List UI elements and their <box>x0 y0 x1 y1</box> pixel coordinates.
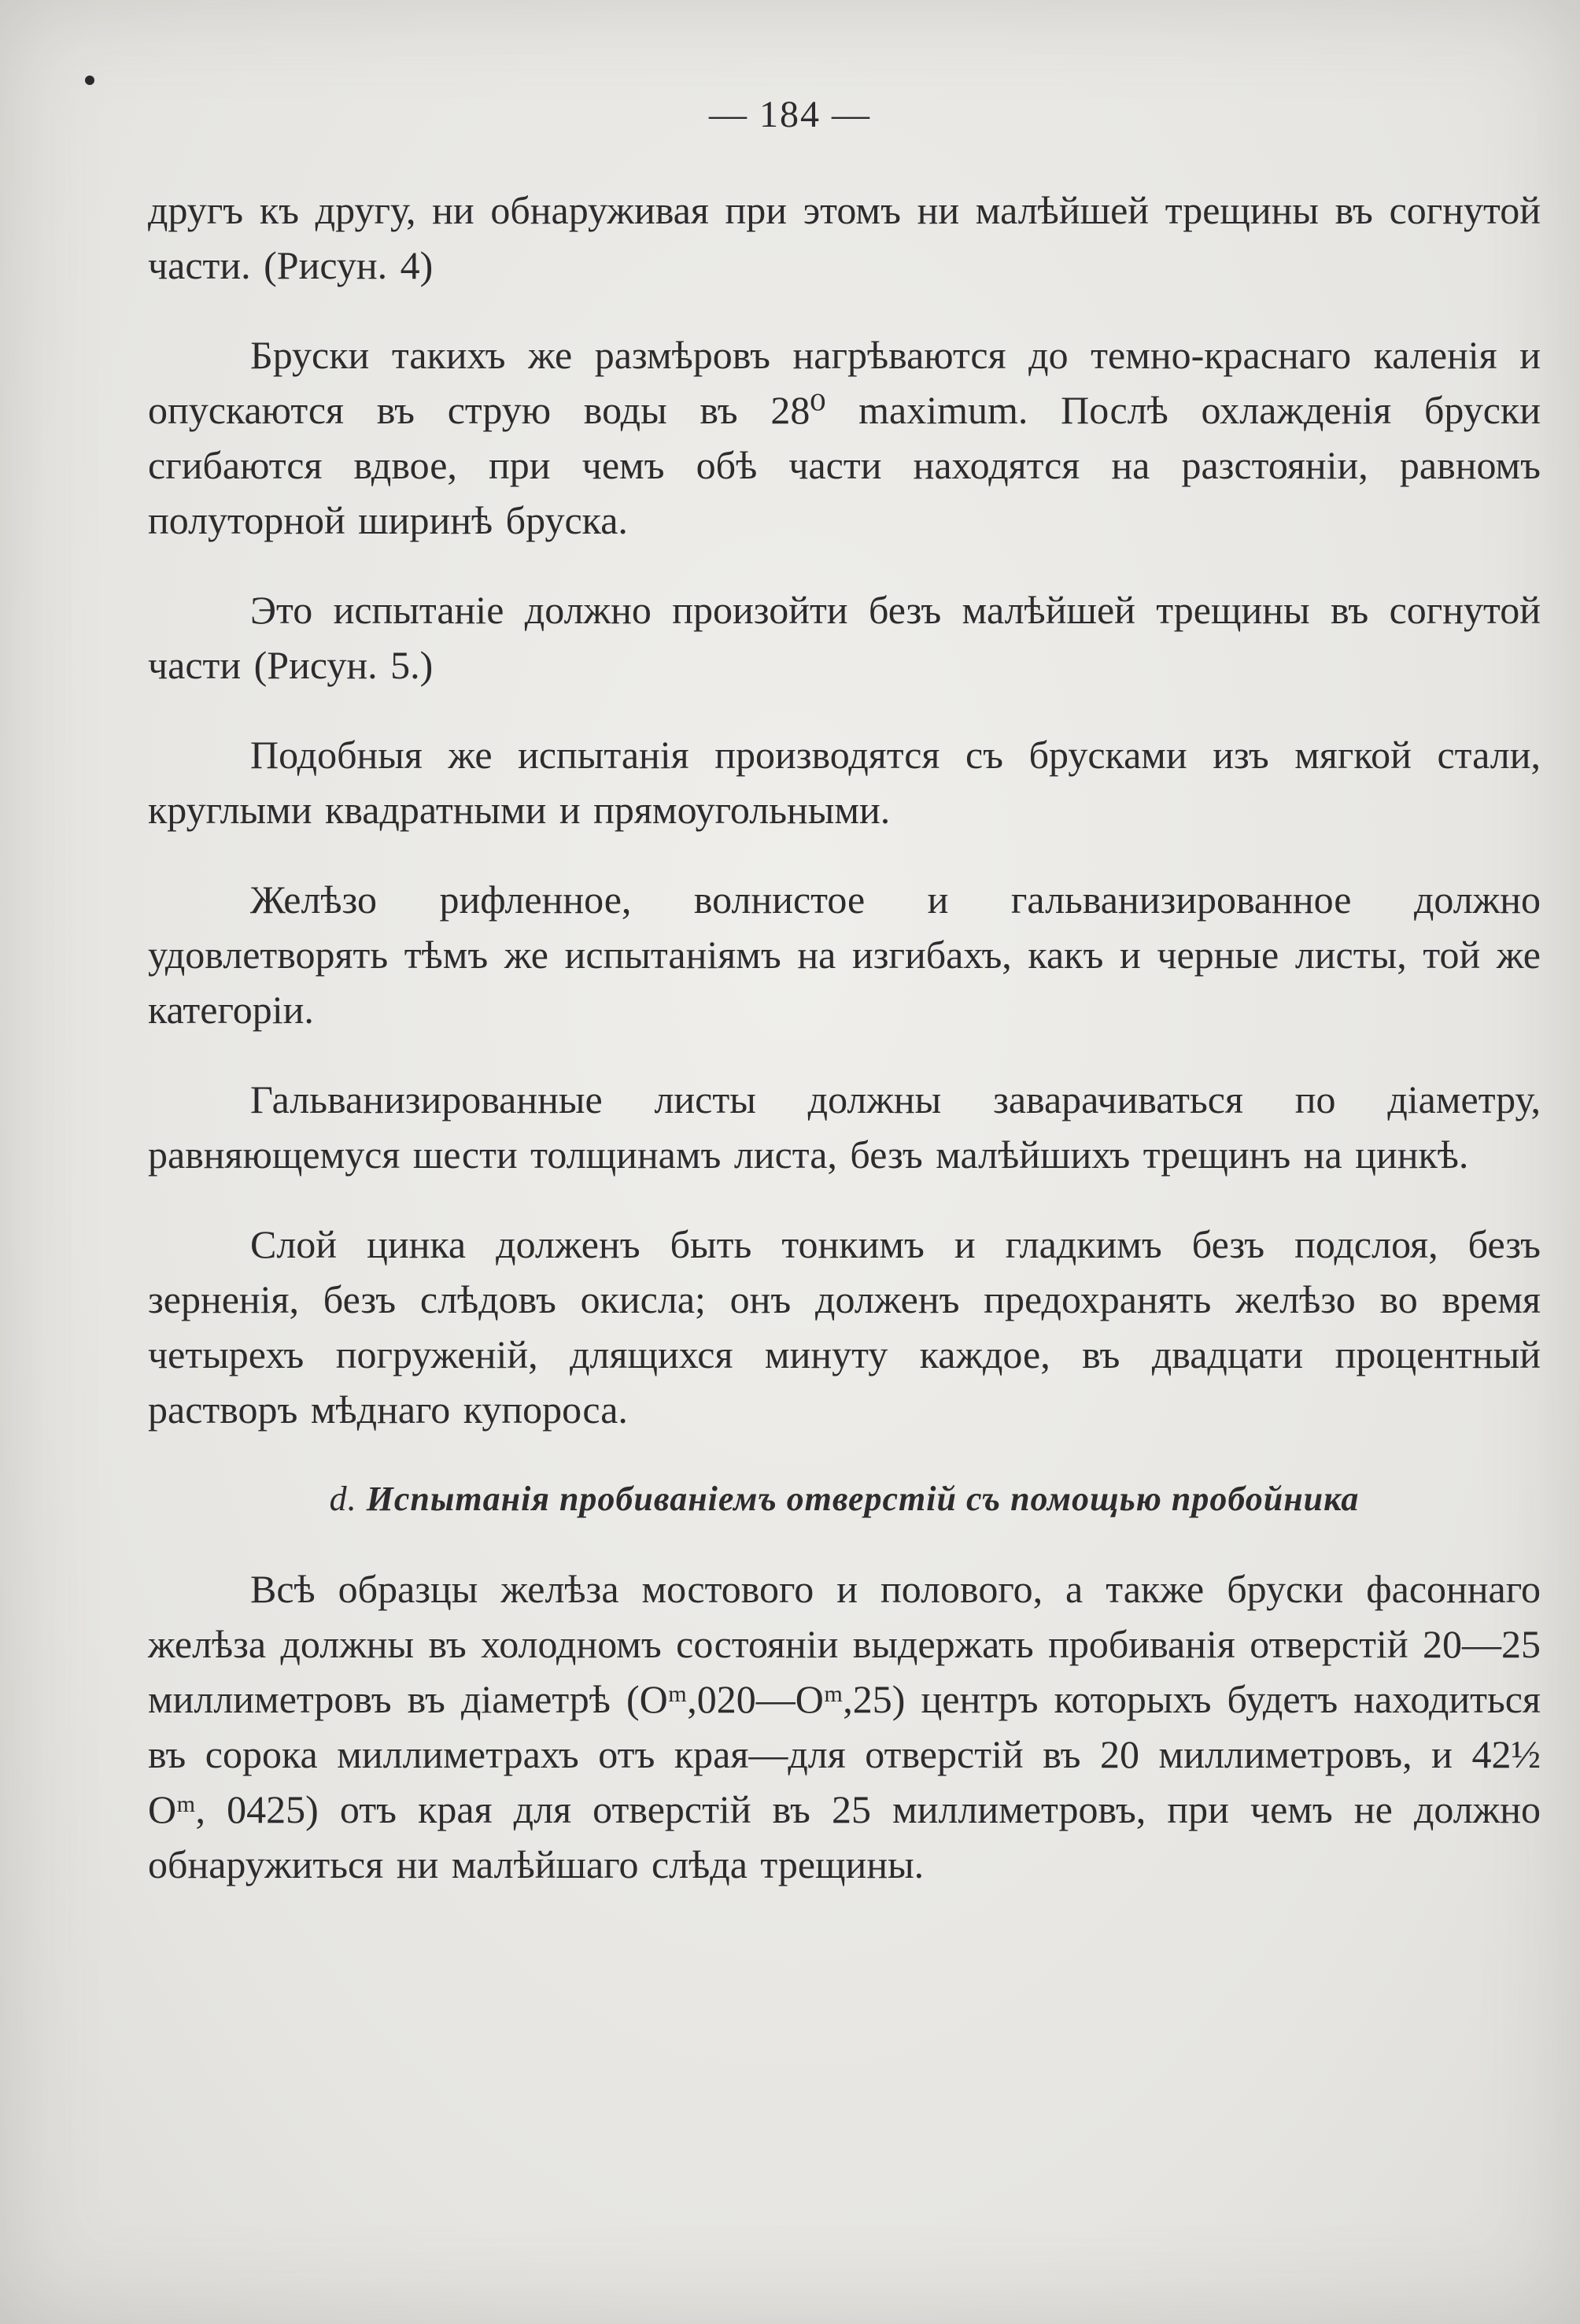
paragraph-galvanized-sheets: Гальванизированные листы должны заварачиваться по діаметру, равняющемуся шести толщинамъ листа, безъ малѣйшихъ трещинъ на цинкѣ. <box>148 1077 1541 1177</box>
paragraph-punching-test: Всѣ образцы желѣза мостового и полового, а также бруски фасоннаго желѣза должны въ холодномъ состояніи выдержать пробиванія отверстій 20—25 миллиметровъ въ діаметрѣ (Oᵐ,020—Oᵐ,25) центръ которыхъ будетъ находиться въ сорока миллиметрахъ отъ края—для отверстій въ 20 миллиметровъ, и 42½ Oᵐ, 0425) отъ края для отверстій въ 25 миллиметровъ, при чемъ не должно обнаружиться ни малѣйшаго слѣда трещины. <box>148 1567 1541 1886</box>
ink-dot <box>85 76 94 85</box>
page-number: — 184 — <box>709 94 871 135</box>
page-body <box>148 183 1541 1892</box>
section-letter: d. <box>329 1480 357 1518</box>
section-title: Испытанія пробиваніемъ отверстій съ помощью пробойника <box>366 1480 1360 1518</box>
paragraph-test-result: Это испытаніе должно произойти безъ малѣйшей трещины въ согнутой части (Рисун. 5.) <box>148 588 1541 687</box>
paragraph-bars-heating: Бруски такихъ же размѣровъ нагрѣваются до темно-краснаго каленія и опускаются въ струю воды въ 28⁰ maximum. Послѣ охлажденія бруски сгибаются вдвое, при чемъ обѣ части находятся на разстояніи, равномъ полуторной ширинѣ бруска. <box>148 333 1541 542</box>
paragraph-zinc-layer: Слой цинка долженъ быть тонкимъ и гладкимъ безъ подслоя, безъ зерненія, безъ слѣдовъ окисла; онъ долженъ предохранять желѣзо во время четырехъ погруженій, длящихся минуту каждое, въ двадцати процентный растворъ мѣднаго купороса. <box>148 1222 1541 1432</box>
section-heading <box>148 1472 1541 1527</box>
paragraph-continuation: другъ къ другу, ни обнаруживая при этомъ ни малѣйшей трещины въ согнутой части. (Рисун. 4) <box>148 188 1541 287</box>
paragraph-corrugated-iron: Желѣзо рифленное, волнистое и гальванизированное должно удовлетворять тѣмъ же испытаніямъ на изгибахъ, какъ и черные листы, той же категоріи. <box>148 878 1541 1032</box>
paragraph-mild-steel: Подобныя же испытанія производятся съ брусками изъ мягкой стали, круглыми квадратными и прямоугольными. <box>148 733 1541 832</box>
